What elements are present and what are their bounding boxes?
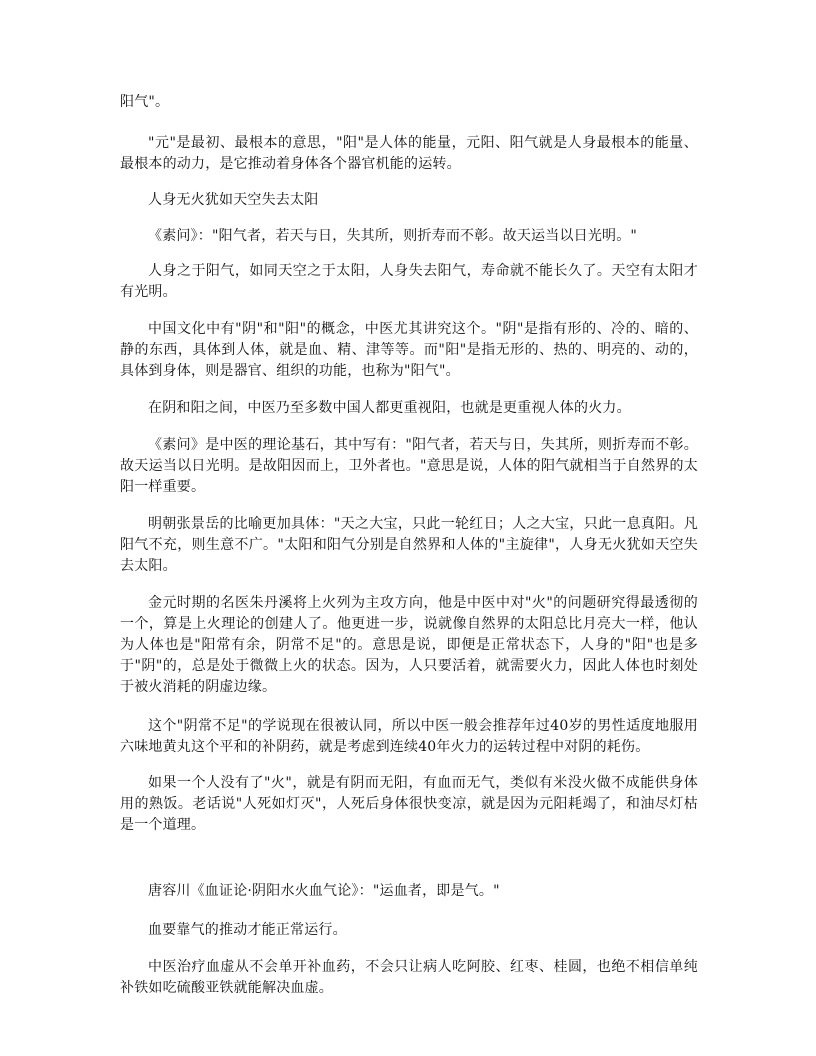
paragraph-yuan-yang: "元"是最初、最根本的意思，"阳"是人体的能量，元阳、阳气就是人身最根本的能量、最根本的动力，是它推动着身体各个器官机能的运转。 (120, 135, 698, 172)
paragraph-suwen-theory: 《素问》是中医的理论基石，其中写有："阳气者，若天与日，失其所，则折寿而不彰。故天运当以日光明。是故阳因而上，卫外者也。"意思是说，人体的阳气就相当于自然界的太阳一样重要。 (120, 437, 698, 495)
paragraph-blood-qi: 血要靠气的推动才能正常运行。 (148, 922, 347, 938)
paragraph-sky-sun: 人身之于阳气，如同天空之于太阳，人身失去阳气，寿命就不能长久了。天空有太阳才有光明。 (120, 263, 698, 300)
section-heading: 人身无火犹如天空失去太阳 (148, 192, 319, 208)
paragraph-zhu-danxi: 金元时期的名医朱丹溪将上火列为主攻方向，他是中医中对"火"的问题研究得最透彻的一个，算是上火理论的创建人了。他更进一步，说就像自然界的太阳总比月亮大一样，他认为人体也是"阳常有余，阴常不足"的。意思是说，即便是正常状态下，人身的"阳"也是多于"阴"的，总是处于微微上火的状态。因为，人只要活着，就需要火力，因此人体也时刻处于被火消耗的阴虚边缘。 (120, 595, 698, 695)
paragraph-suwen-quote: 《素问》："阳气者，若天与日，失其所，则折寿而不彰。故天运当以日光明。" (148, 228, 638, 244)
paragraph-value-yang: 在阴和阳之间，中医乃至多数中国人都更重视阳，也就是更重视人体的火力。 (148, 400, 631, 416)
paragraph-blood-deficiency: 中医治疗血虚从不会单开补血药，不会只让病人吃阿胶、红枣、桂圆，也绝不相信单纯补铁如吃硫酸亚铁就能解决血虚。 (120, 959, 698, 996)
paragraph-continuation: 阳气"。 (120, 94, 170, 110)
paragraph-zhang-jingyue: 明朝张景岳的比喻更加具体："天之大宝，只此一轮红日；人之大宝，只此一息真阳。凡阳气不充，则生意不广。"太阳和阳气分别是自然界和人体的"主旋律"，人身无火犹如天空失去太阳。 (120, 516, 698, 574)
paragraph-no-fire: 如果一个人没有了"火"，就是有阴而无阳，有血而无气，类似有米没火做不成能供身体用的熟饭。老话说"人死如灯灭"，人死后身体很快变凉，就是因为元阳耗竭了，和油尽灯枯是一个道理。 (120, 775, 698, 833)
paragraph-yin-yang: 中国文化中有"阴"和"阳"的概念，中医尤其讲究这个。"阴"是指有形的、冷的、暗的、静的东西，具体到人体，就是血、精、津等等。而"阳"是指无形的、热的、明亮的、动的，具体到身体，则是器官、组织的功能，也称为"阳气"。 (120, 321, 698, 379)
paragraph-tang-rongchuan: 唐容川《血证论·阴阳水火血气论》："运血者，即是气。" (148, 883, 500, 899)
paragraph-yin-deficiency: 这个"阴常不足"的学说现在很被认同，所以中医一般会推荐年过40岁的男性适度地服用六味地黄丸这个平和的补阴药，就是考虑到连续40年火力的运转过程中对阴的耗伤。 (120, 718, 698, 755)
